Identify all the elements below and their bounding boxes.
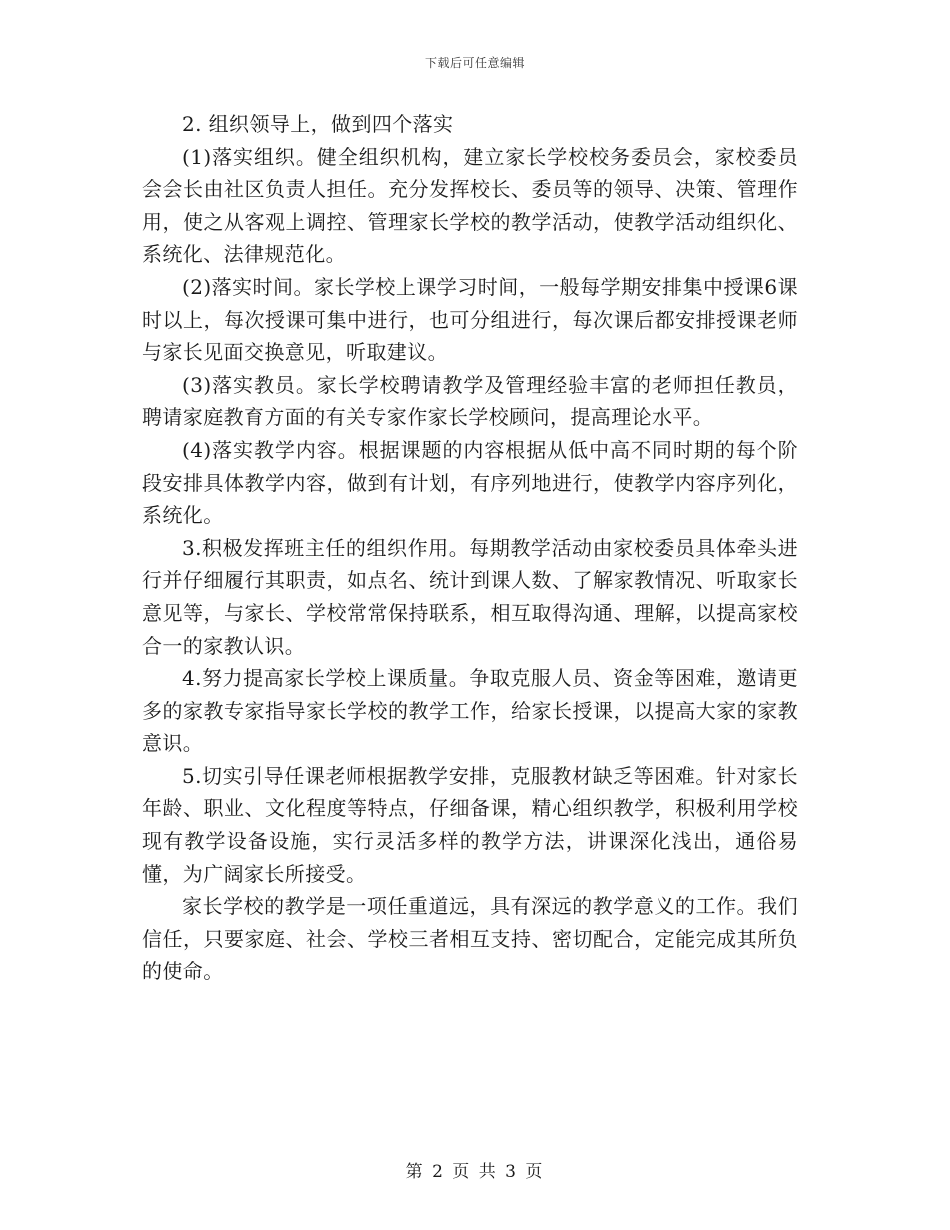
- paragraph-time: (2)落实时间。家长学校上课学习时间，一般每学期安排集中授课6课时以上，每次授课可集中进行，也可分组进行，每次课后都安排授课老师与家长见面交换意见，听取建议。: [142, 274, 798, 365]
- page-header: 下载后可任意编辑: [424, 56, 525, 70]
- paragraph-organization: (1)落实组织。健全组织机构，建立家长学校校务委员会，家校委员会会长由社区负责人担任。充分发挥校长、委员等的领导、决策、管理作用，使之从客观上调控、管理家长学校的教学活动，使教学活动组织化、系统化、法律规范化。: [142, 144, 798, 267]
- paragraph-guidance: 5.切实引导任课老师根据教学安排，克服教材缺乏等困难。针对家长年龄、职业、文化程度等特点，仔细备课，精心组织教学，积极利用学校现有教学设备设施，实行灵活多样的教学方法，讲课深化浅出，通俗易懂，为广阔家长所接受。: [142, 763, 798, 886]
- paragraph-teachers: (3)落实教员。家长学校聘请教学及管理经验丰富的老师担任教员，聘请家庭教育方面的有关专家作家长学校顾问，提高理论水平。: [142, 372, 798, 430]
- paragraph-section-2-heading: 2. 组织领导上，做到四个落实: [182, 112, 454, 136]
- paragraph-content: (4)落实教学内容。根据课题的内容根据从低中高不同时期的每个阶段安排具体教学内容，做到有计划，有序列地进行，使教学内容序列化，系统化。: [142, 437, 798, 528]
- paragraph-conclusion: 家长学校的教学是一项任重道远，具有深远的教学意义的工作。我们信任，只要家庭、社会、学校三者相互支持、密切配合，定能完成其所负的使命。: [142, 894, 798, 984]
- page-footer: 第 2 页 共 3 页: [405, 1162, 545, 1182]
- paragraph-quality: 4.努力提高家长学校上课质量。争取克服人员、资金等困难，邀请更多的家教专家指导家长学校的教学工作，给家长授课，以提高大家的家教意识。: [142, 666, 798, 756]
- document-body: [142, 108, 798, 988]
- paragraph-class-teacher: 3.积极发挥班主任的组织作用。每期教学活动由家校委员具体牵头进行并仔细履行其职责，如点名、统计到课人数、了解家教情况、听取家长意见等，与家长、学校常常保持联系，相互取得沟通、理解，以提高家校合一的家教认识。: [142, 535, 798, 658]
